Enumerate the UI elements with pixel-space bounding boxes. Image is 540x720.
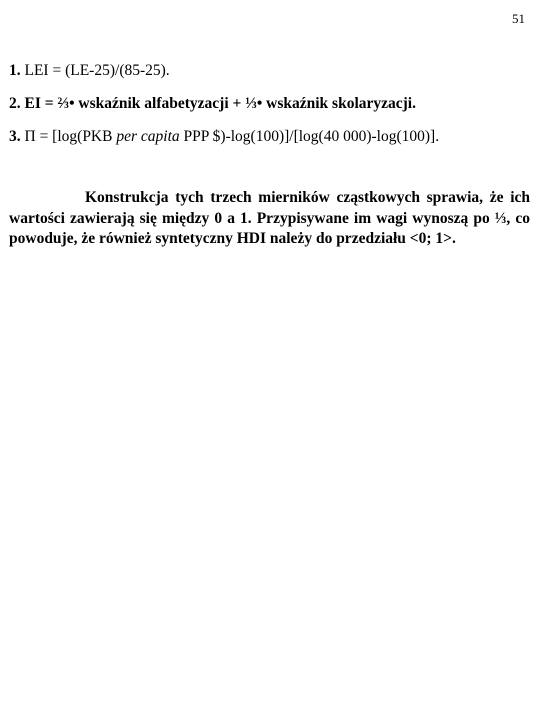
formula-ii <box>9 127 439 147</box>
formula-number: 2. <box>9 95 21 112</box>
formula-text-tail: PPP $)-log(100)]/[log(40 000)-log(100)]. <box>179 128 440 145</box>
formula-text: EI = ⅔• wskaźnik alfabetyzacji + ⅓• wskaźnik skolaryzacji. <box>24 95 416 112</box>
formula-text-lead: Π = [log(PKB <box>24 128 117 145</box>
formula-lei <box>9 61 170 81</box>
formula-ei <box>9 94 416 114</box>
page-number: 51 <box>512 11 525 26</box>
formula-text: LEI = (LE-25)/(85-25). <box>24 62 170 79</box>
body-paragraph: Konstrukcja tych trzech mierników cząstkowych sprawia, że ich wartości zawierają się między 0 a 1. Przypisywane im wagi wynoszą po ⅓, co powoduje, że również syntetyczny HDI należy do przedziału <0; 1>. <box>9 189 530 247</box>
formula-number: 1. <box>9 62 21 79</box>
formula-number: 3. <box>9 128 21 145</box>
formula-text-italic: per capita <box>116 128 180 145</box>
